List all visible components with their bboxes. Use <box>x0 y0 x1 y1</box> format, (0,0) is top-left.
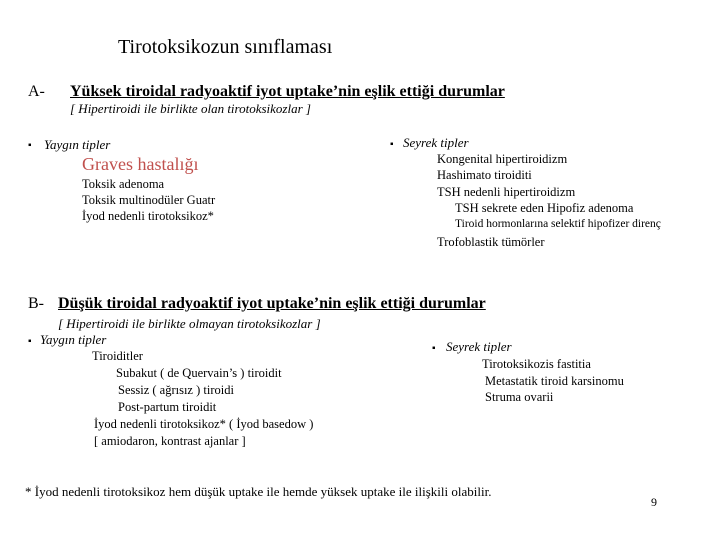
section-b-common-label: Yaygın tipler <box>40 332 107 347</box>
page-title: Tirotoksikozun sınıflaması <box>118 36 333 58</box>
list-item: İyod nedenli tirotoksikoz* ( İyod basedow ) <box>94 417 314 431</box>
list-item: Kongenital hipertiroidizm <box>437 152 568 166</box>
section-a-heading: Yüksek tiroidal radyoaktif iyot uptake’nin eşlik ettiği durumlar <box>70 83 505 100</box>
section-b-letter: B- <box>28 295 44 312</box>
list-item: İyod nedenli tirotoksikoz* <box>82 209 214 223</box>
list-item: TSH sekrete eden Hipofiz adenoma <box>455 201 634 215</box>
list-item: Tiroiditler <box>92 349 143 363</box>
section-a-subheading: [ Hipertiroidi ile birlikte olan tirotoksikozlar ] <box>70 101 311 116</box>
list-item: Trofoblastik tümörler <box>437 235 545 249</box>
list-item: Sessiz ( ağrısız ) tiroidi <box>118 383 234 397</box>
list-item: Hashimato tiroiditi <box>437 168 532 182</box>
list-item: Subakut ( de Quervain’s ) tiroidit <box>116 366 282 380</box>
list-item: Struma ovarii <box>485 390 554 404</box>
list-item: Toksik multinodüler Guatr <box>82 193 216 207</box>
list-item: Tirotoksikozis fastitia <box>482 357 591 371</box>
list-item: [ amiodaron, kontrast ajanlar ] <box>94 434 246 448</box>
list-item: Post-partum tiroidit <box>118 400 217 414</box>
bullet-icon: ▪ <box>432 343 436 354</box>
list-item: TSH nedenli hipertiroidizm <box>437 185 576 199</box>
bullet-icon: ▪ <box>390 139 394 150</box>
section-b-subheading: [ Hipertiroidi ile birlikte olmayan tirotoksikozlar ] <box>58 316 321 331</box>
page-number: 9 <box>651 495 657 509</box>
section-a-common-label: Yaygın tipler <box>44 137 111 152</box>
section-b-rare-label: Seyrek tipler <box>446 339 512 354</box>
list-item: Metastatik tiroid karsinomu <box>485 374 624 388</box>
list-item: Toksik adenoma <box>82 177 165 191</box>
bullet-icon: ▪ <box>28 140 32 151</box>
section-b-heading: Düşük tiroidal radyoaktif iyot uptake’nin eşlik ettiği durumlar <box>58 295 486 312</box>
section-a-letter: A- <box>28 83 45 100</box>
list-item: Tiroid hormonlarına selektif hipofizer direnç <box>455 218 661 230</box>
footnote: * İyod nedenli tirotoksikoz hem düşük uptake ile hemde yüksek uptake ile ilişkili olabilir. <box>25 484 492 499</box>
bullet-icon: ▪ <box>28 336 32 347</box>
section-a-rare-label: Seyrek tipler <box>403 135 469 150</box>
section-a-common-highlight: Graves hastalığı <box>82 154 199 174</box>
